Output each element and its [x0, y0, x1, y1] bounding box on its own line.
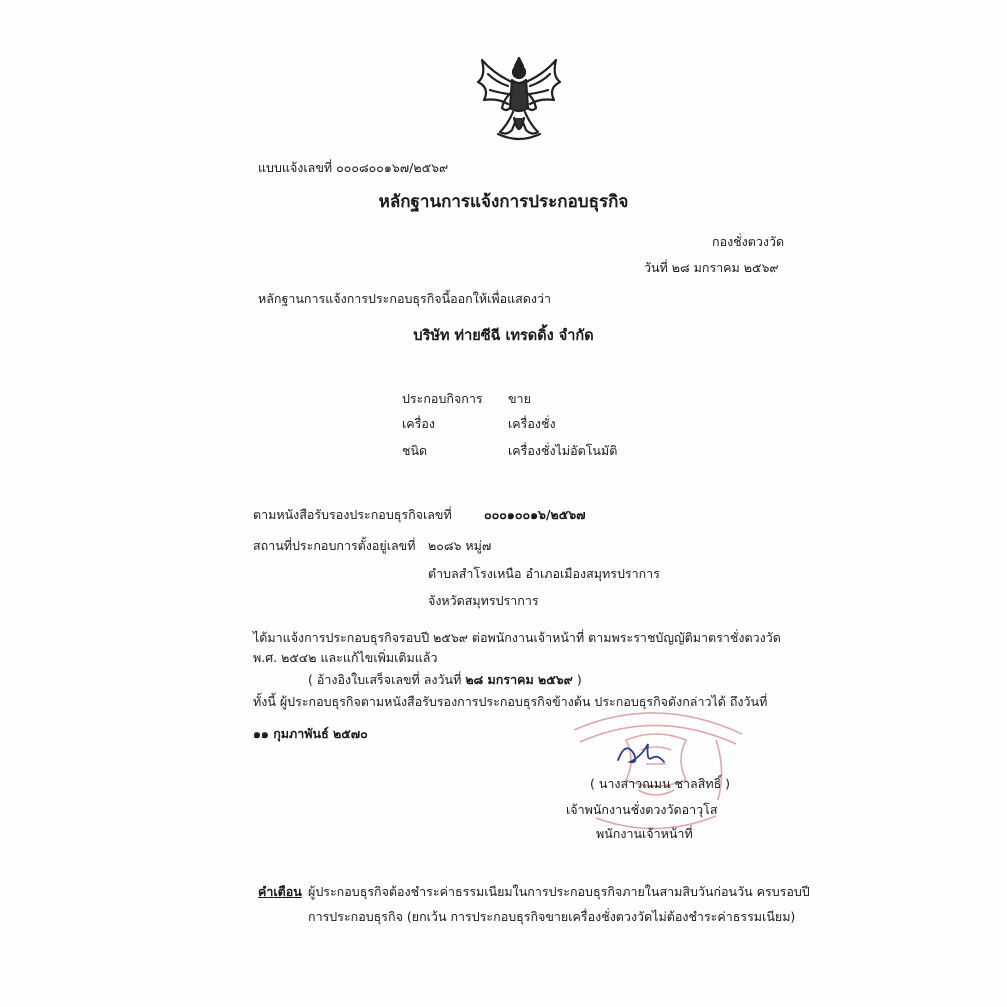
warning-line2: การประกอบธุรกิจ (ยกเว้น การประกอบธุรกิจขายเครื่องชั่งตวงวัดไม่ต้องชำระค่าธรรมเนียม) — [308, 909, 796, 924]
device-label: เครื่อง — [402, 416, 435, 431]
body-line2: พ.ศ. ๒๕๔๒ และแก้ไขเพิ่มเติมแล้ว — [253, 650, 438, 665]
company-name: บริษัท ท่ายซีฉี เทรดดิ้ง จำกัด — [413, 328, 594, 344]
location-line2: ตำบลสำโรงเหนือ อำเภอเมืองสมุทรปราการ — [428, 566, 660, 581]
type-label: ชนิด — [402, 443, 428, 458]
receipt-reference — [308, 670, 582, 690]
receipt-ref-suffix: ) — [572, 672, 582, 687]
location-line3: จังหวัดสมุทรปราการ — [428, 593, 539, 608]
signature-icon — [612, 732, 672, 772]
certificate-number: ๐๐๐๑๐๐๑๖/๒๕๖๗ — [484, 507, 586, 522]
expiry-date: ๑๑ กุมภาพันธ์ ๒๕๗๐ — [253, 726, 368, 741]
business-value: ขาย — [508, 391, 531, 406]
signer-name: ( นางสาวณมน ชาลสิทธิ์ ) — [590, 776, 731, 791]
warning-line1: ผู้ประกอบธุรกิจต้องชำระค่าธรรมเนียมในการประกอบธุรกิจภายในสามสิบวันก่อนวัน ครบรอบปี — [308, 884, 810, 899]
location-line1: ๒๐๘๖ หมู่๗ — [428, 538, 492, 553]
business-label: ประกอบกิจการ — [402, 391, 483, 406]
receipt-ref-date: ๒๘ มกราคม ๒๕๖๙ — [465, 672, 573, 687]
warning-label: คำเตือน — [258, 884, 302, 899]
form-number: แบบแจ้งเลขที่ ๐๐๐๘๐๐๑๖๗/๒๕๖๙ — [258, 160, 449, 175]
signer-position: เจ้าพนักงานชั่งตวงวัดอาวุโส — [566, 802, 718, 817]
garuda-emblem-icon — [468, 52, 570, 148]
issue-date: วันที่ ๒๘ มกราคม ๒๕๖๙ — [644, 260, 779, 275]
receipt-ref-prefix: ( อ้างอิงใบเสร็จเลขที่ ลงวันที่ — [308, 672, 466, 687]
type-value: เครื่องชั่งไม่อัตโนมัติ — [508, 443, 618, 458]
device-value: เครื่องชั่ง — [508, 416, 556, 431]
document-title: หลักฐานการแจ้งการประกอบธุรกิจ — [378, 192, 629, 212]
signer-role: พนักงานเจ้าหน้าที่ — [596, 826, 693, 841]
body-line1: ได้มาแจ้งการประกอบธุรกิจรอบปี ๒๕๖๙ ต่อพนักงานเจ้าหน้าที่ ตามพระราชบัญญัติมาตราชั่งตวงวัด — [253, 630, 781, 645]
intro-text: หลักฐานการแจ้งการประกอบธุรกิจนี้ออกให้เพื่อแสดงว่า — [258, 291, 552, 306]
certificate-label: ตามหนังสือรับรองประกอบธุรกิจเลขที่ — [253, 507, 452, 522]
body-line4: ทั้งนี้ ผู้ประกอบธุรกิจตามหนังสือรับรองการประกอบธุรกิจข้างต้น ประกอบธุรกิจดังกล่าวได้ ถึงวันที่ — [253, 694, 768, 709]
issuing-office: กองชั่งตวงวัด — [712, 234, 785, 249]
location-label: สถานที่ประกอบการตั้งอยู่เลขที่ — [253, 538, 416, 553]
